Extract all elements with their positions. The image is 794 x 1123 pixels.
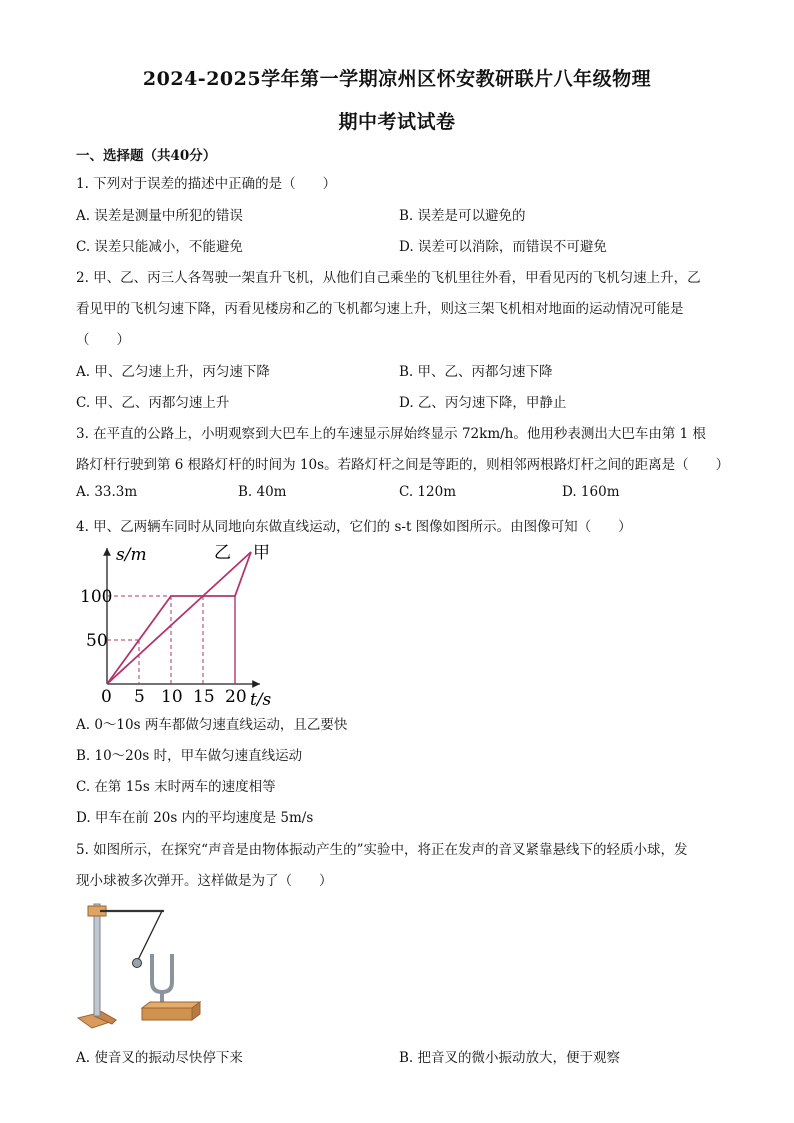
tuning-fork xyxy=(152,954,172,992)
x-axis-label: t/s xyxy=(250,690,272,710)
q4-option-a[interactable]: A. 0～10s 两车都做匀速直线运动，且乙要快 xyxy=(76,717,348,733)
light-ball xyxy=(133,959,142,968)
q2-stem-line3: （ ） xyxy=(76,332,130,348)
q3-stem-line1: 3. 在平直的公路上，小明观察到大巴车上的车速显示屏始终显示 72km/h。他用秒表测出大巴车由第 1 根 xyxy=(76,426,707,442)
q2-option-b[interactable]: B. 甲、乙、丙都匀速下降 xyxy=(399,364,553,380)
q1-option-c[interactable]: C. 误差只能减小，不能避免 xyxy=(76,239,243,255)
q3-option-b[interactable]: B. 40m xyxy=(238,484,287,500)
x-tick-label: 20 xyxy=(225,687,247,707)
q3-option-c[interactable]: C. 120m xyxy=(399,484,456,500)
q3-stem-line2: 路灯杆行驶到第 6 根路灯杆的时间为 10s。若路灯杆之间是等距的，则相邻两根路灯杆之间的距离是（ ） xyxy=(76,457,730,473)
q4-option-d[interactable]: D. 甲车在前 20s 内的平均速度是 5m/s xyxy=(76,810,314,826)
q2-stem-line1: 2. 甲、乙、丙三人各驾驶一架直升飞机，从他们自己乘坐的飞机里往外看，甲看见丙的飞机匀速上升，乙 xyxy=(76,270,701,286)
series-line-yi xyxy=(107,552,251,684)
x-tick-label: 10 xyxy=(161,687,183,707)
series-label-jia: 甲 xyxy=(253,543,270,563)
q1-stem: 1. 下列对于误差的描述中正确的是（ ） xyxy=(76,176,337,192)
tuning-fork-illustration xyxy=(72,896,242,1036)
q5-stem-line2: 现小球被多次弹开。这样做是为了（ ） xyxy=(76,873,333,889)
section-heading: 一、选择题（共40分） xyxy=(76,148,217,164)
q4-st-chart xyxy=(80,542,300,712)
x-tick-label: 5 xyxy=(134,687,145,707)
q1-option-d[interactable]: D. 误差可以消除，而错误不可避免 xyxy=(399,239,607,255)
q4-stem: 4. 甲、乙两辆车同时从同地向东做直线运动，它们的 s-t 图像如图所示。由图像可知（ ） xyxy=(76,519,632,535)
q2-stem-line2: 看见甲的飞机匀速下降，丙看见楼房和乙的飞机都匀速上升，则这三架飞机相对地面的运动情况可能是 xyxy=(76,301,684,317)
fork-base xyxy=(142,1002,200,1008)
q2-option-a[interactable]: A. 甲、乙匀速上升，丙匀速下降 xyxy=(76,364,270,380)
q1-option-a[interactable]: A. 误差是测量中所犯的错误 xyxy=(76,208,243,224)
exam-title-line1: 2024-2025学年第一学期凉州区怀安教研联片八年级物理 xyxy=(142,68,652,90)
pendulum-string xyxy=(138,911,162,960)
q3-option-d[interactable]: D. 160m xyxy=(562,484,620,500)
y-tick-label: 100 xyxy=(80,587,113,607)
exam-title-line2: 期中考试试卷 xyxy=(338,111,456,133)
y-axis-label: s/m xyxy=(116,545,147,565)
series-label-yi: 乙 xyxy=(214,543,231,563)
x-tick-label: 15 xyxy=(193,687,215,707)
x-tick-label: 0 xyxy=(101,687,112,707)
stand-pole xyxy=(94,904,100,1016)
q2-option-c[interactable]: C. 甲、乙、丙都匀速上升 xyxy=(76,395,230,411)
q5-option-a[interactable]: A. 使音叉的振动尽快停下来 xyxy=(76,1050,243,1066)
q4-option-b[interactable]: B. 10～20s 时，甲车做匀速直线运动 xyxy=(76,748,303,764)
q2-option-d[interactable]: D. 乙、丙匀速下降，甲静止 xyxy=(399,395,567,411)
q5-stem-line1: 5. 如图所示，在探究“声音是由物体振动产生的”实验中，将正在发声的音叉紧靠悬线下的轻质小球，发 xyxy=(76,842,688,858)
q5-option-b[interactable]: B. 把音叉的微小振动放大，便于观察 xyxy=(399,1050,621,1066)
y-tick-label: 50 xyxy=(86,631,108,651)
q4-option-c[interactable]: C. 在第 15s 末时两车的速度相等 xyxy=(76,779,276,795)
q1-option-b[interactable]: B. 误差是可以避免的 xyxy=(399,208,526,224)
q3-option-a[interactable]: A. 33.3m xyxy=(76,484,138,500)
